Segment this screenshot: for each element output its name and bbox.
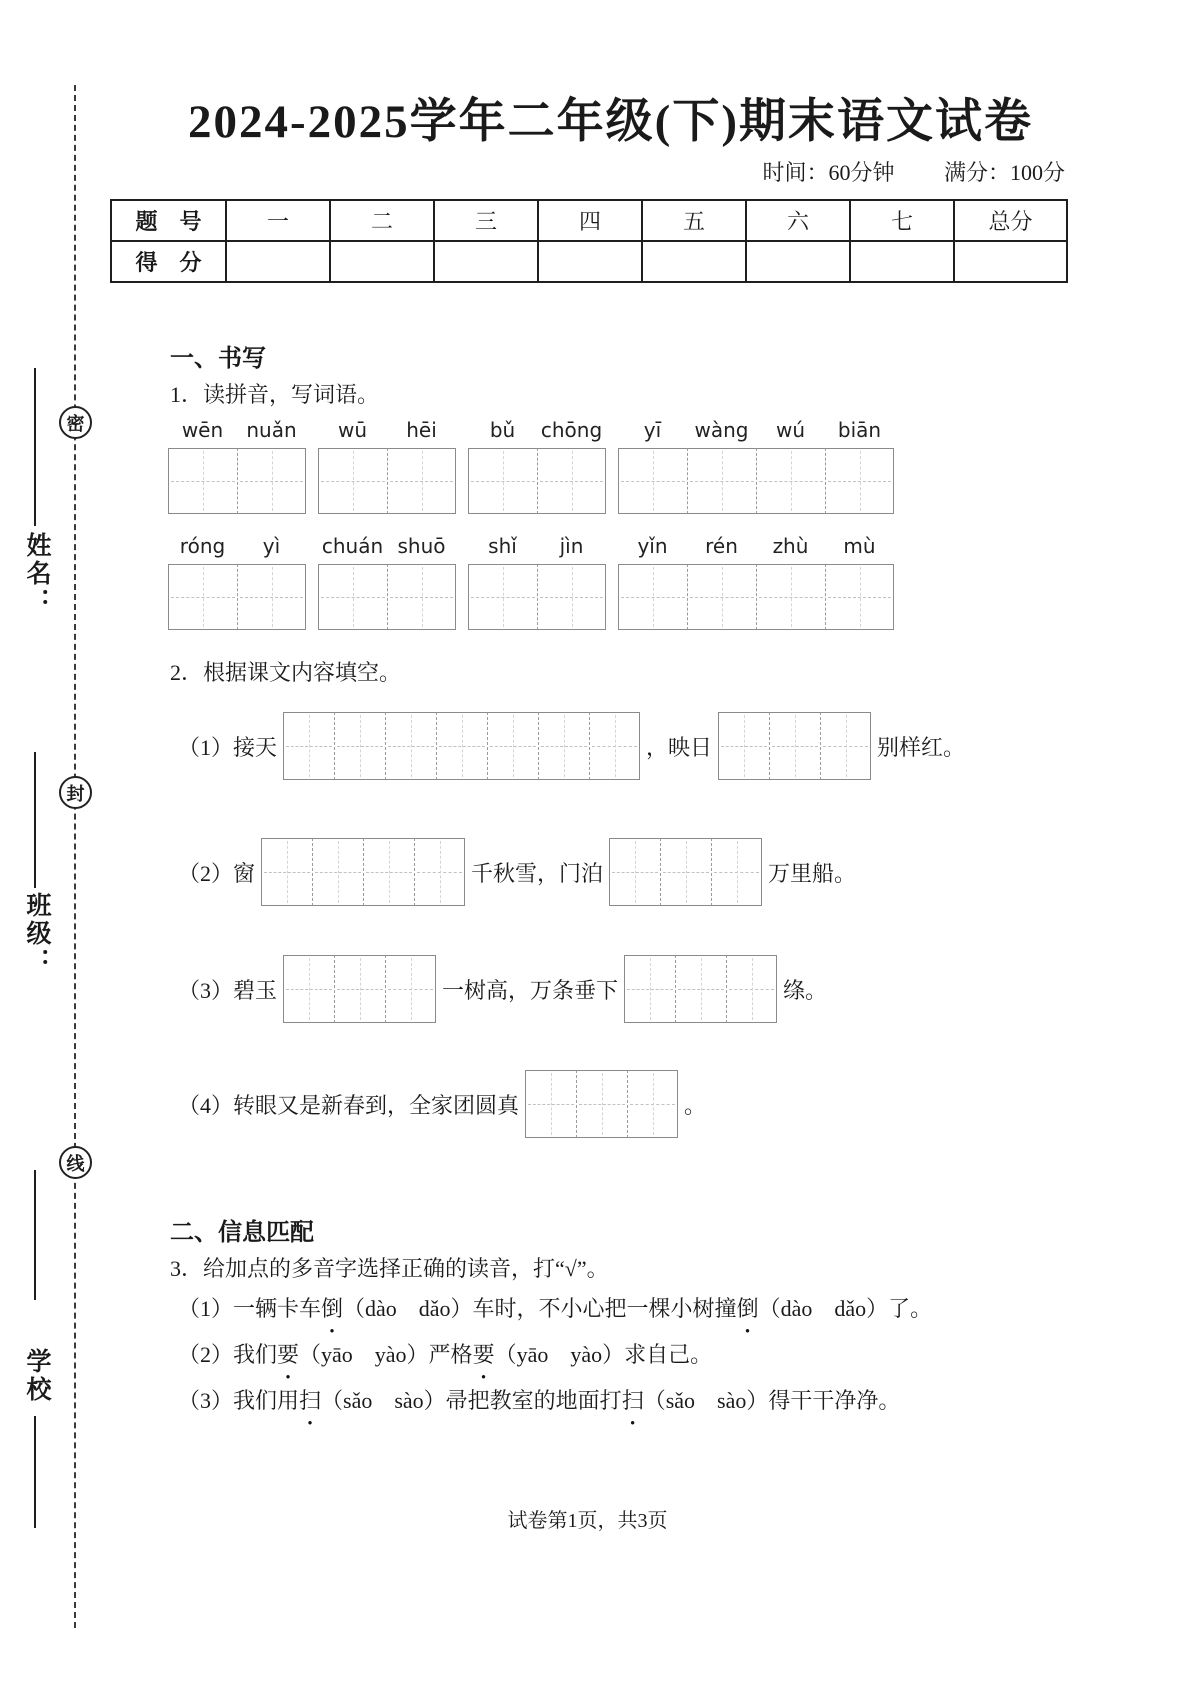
pinyin-labels <box>168 534 306 564</box>
writing-boxes <box>318 448 456 514</box>
section-one-heading: 一、书写 <box>170 346 266 372</box>
writing-cell[interactable] <box>769 712 820 780</box>
polyphone-item-2 <box>178 1338 712 1369</box>
pinyin-word-group <box>318 534 456 630</box>
pinyin-word-group <box>468 418 606 514</box>
writing-cell[interactable] <box>363 838 414 906</box>
writing-cell[interactable] <box>589 712 640 780</box>
writing-cell[interactable] <box>525 1070 576 1138</box>
writing-cell[interactable] <box>576 1070 627 1138</box>
sentence-text: （1）一辆卡车 <box>178 1296 322 1321</box>
school-blank-line-2 <box>34 1416 36 1528</box>
answer-boxes <box>718 712 871 780</box>
pinyin-syllable: bǔ <box>489 418 516 442</box>
score-header-timu: 题 号 <box>111 200 226 241</box>
answer-boxes <box>525 1070 678 1138</box>
writing-cell[interactable] <box>387 564 456 630</box>
pinyin-word-group <box>318 418 456 514</box>
writing-cell[interactable] <box>618 564 687 630</box>
score-cell[interactable] <box>642 241 746 282</box>
score-header-2: 二 <box>330 200 434 241</box>
writing-cell[interactable] <box>660 838 711 906</box>
score-table <box>110 199 1068 283</box>
polyphone-char: 扫 ● <box>299 1384 321 1415</box>
writing-cell[interactable] <box>537 448 606 514</box>
pinyin-syllable: chōng <box>540 418 603 442</box>
writing-cell[interactable] <box>468 564 537 630</box>
seal-char-xian: 线 <box>59 1146 92 1179</box>
writing-cell[interactable] <box>334 712 385 780</box>
pinyin-word-group <box>468 534 606 630</box>
pinyin-syllable: rén <box>705 534 738 558</box>
pinyin-syllable: nuǎn <box>246 418 297 442</box>
writing-cell[interactable] <box>385 955 436 1023</box>
writing-cell[interactable] <box>825 564 894 630</box>
fill-item-2 <box>178 838 856 906</box>
writing-cell[interactable] <box>756 564 825 630</box>
fill-pre-text: （4）转眼又是新春到，全家团圆真 <box>178 1092 520 1118</box>
score-table-header-row <box>111 200 1067 241</box>
pinyin-syllable: chuán <box>321 534 384 558</box>
writing-cell[interactable] <box>436 712 487 780</box>
polyphone-char: 倒 ● <box>321 1292 343 1323</box>
school-blank-line <box>34 1170 36 1300</box>
pinyin-row-1 <box>168 418 894 514</box>
question-1-text: 1．读拼音，写词语。 <box>170 382 380 407</box>
answer-boxes <box>283 712 640 780</box>
class-label: 班级： <box>23 892 50 976</box>
writing-cell[interactable] <box>168 564 237 630</box>
polyphone-char: 扫 ● <box>622 1384 644 1415</box>
writing-cell[interactable] <box>487 712 538 780</box>
score-header-7: 七 <box>850 200 954 241</box>
writing-cell[interactable] <box>687 564 756 630</box>
writing-boxes <box>468 564 606 630</box>
writing-cell[interactable] <box>261 838 312 906</box>
pinyin-row-2 <box>168 534 894 630</box>
pinyin-syllable: yī <box>643 418 662 442</box>
fill-mid-text: 千秋雪，门泊 <box>471 860 604 886</box>
pinyin-labels <box>618 418 894 448</box>
writing-cell[interactable] <box>283 712 334 780</box>
score-cell[interactable] <box>434 241 538 282</box>
score-header-4: 四 <box>538 200 642 241</box>
sentence-text: （dào dǎo）了。 <box>758 1296 933 1321</box>
pinyin-word-group <box>618 534 894 630</box>
pinyin-labels <box>318 534 456 564</box>
polyphone-char: 倒 ● <box>737 1292 759 1323</box>
sentence-text: （dào dǎo）车时，不小心把一棵小树撞 <box>343 1296 737 1321</box>
writing-cell[interactable] <box>624 955 675 1023</box>
writing-cell[interactable] <box>820 712 871 780</box>
writing-cell[interactable] <box>312 838 363 906</box>
writing-cell[interactable] <box>414 838 465 906</box>
page-title: 2024-2025学年二年级(下)期末语文试卷 <box>188 96 1033 148</box>
pinyin-syllable: yì <box>262 534 281 558</box>
sentence-text: （2）我们 <box>178 1342 278 1367</box>
writing-cell[interactable] <box>711 838 762 906</box>
sentence-text: （sǎo sào）帚把教室的地面打 <box>321 1388 622 1413</box>
writing-cell[interactable] <box>675 955 726 1023</box>
sentence-text: （sǎo sào）得干干净净。 <box>643 1388 901 1413</box>
seal-char-feng: 封 <box>59 776 92 809</box>
writing-cell[interactable] <box>825 448 894 514</box>
fill-mid-text: 一树高，万条垂下 <box>442 977 619 1003</box>
score-cell[interactable] <box>538 241 642 282</box>
writing-cell[interactable] <box>618 448 687 514</box>
writing-cell[interactable] <box>318 448 387 514</box>
score-cell[interactable] <box>330 241 434 282</box>
pinyin-syllable: mù <box>843 534 876 558</box>
pinyin-labels <box>318 418 456 448</box>
writing-cell[interactable] <box>537 564 606 630</box>
answer-boxes <box>261 838 465 906</box>
pinyin-word-group <box>168 418 306 514</box>
pinyin-labels <box>168 418 306 448</box>
section-two-heading: 二、信息匹配 <box>170 1220 314 1246</box>
writing-cell[interactable] <box>718 712 769 780</box>
writing-cell[interactable] <box>726 955 777 1023</box>
score-cell[interactable] <box>226 241 330 282</box>
score-header-5: 五 <box>642 200 746 241</box>
score-header-3: 三 <box>434 200 538 241</box>
answer-boxes <box>283 955 436 1023</box>
pinyin-syllable: yǐn <box>637 534 668 558</box>
writing-cell[interactable] <box>387 448 456 514</box>
polyphone-char: 要 ● <box>277 1338 299 1369</box>
pinyin-syllable: jìn <box>559 534 584 558</box>
name-blank-line <box>34 368 36 526</box>
fill-item-1 <box>178 712 965 780</box>
pinyin-syllable: wēn <box>181 418 224 442</box>
fill-item-3 <box>178 955 827 1023</box>
writing-boxes <box>168 564 306 630</box>
sentence-text: （3）我们用 <box>178 1388 300 1413</box>
exam-meta <box>762 156 1065 187</box>
time-label: 时间：60分钟 <box>762 160 895 185</box>
writing-boxes <box>618 448 894 514</box>
fill-post-text: 绦。 <box>783 977 828 1003</box>
fill-post-text: 别样红。 <box>877 734 966 760</box>
writing-cell[interactable] <box>756 448 825 514</box>
pinyin-labels <box>468 534 606 564</box>
question-2-text: 2．根据课文内容填空。 <box>170 660 402 685</box>
score-table-score-row <box>111 241 1067 282</box>
score-cell-total[interactable] <box>954 241 1067 282</box>
fill-post-text: 。 <box>684 1092 707 1118</box>
question-3-text: 3．给加点的多音字选择正确的读音，打“√”。 <box>170 1256 609 1281</box>
writing-cell[interactable] <box>168 448 237 514</box>
pinyin-syllable: biān <box>837 418 882 442</box>
polyphone-item-3 <box>178 1384 900 1415</box>
pinyin-syllable: hēi <box>406 418 437 442</box>
seal-dashed-line <box>74 85 76 1628</box>
fill-mid-text: ，映日 <box>646 734 713 760</box>
writing-cell[interactable] <box>538 712 589 780</box>
pinyin-syllable: shuō <box>397 534 446 558</box>
writing-cell[interactable] <box>609 838 660 906</box>
writing-cell[interactable] <box>283 955 334 1023</box>
page-footer: 试卷第1页，共3页 <box>507 1510 668 1532</box>
answer-boxes <box>609 838 762 906</box>
score-header-total: 总分 <box>954 200 1067 241</box>
fill-pre-text: （2）窗 <box>178 860 256 886</box>
fill-item-4 <box>178 1070 706 1138</box>
writing-cell[interactable] <box>627 1070 678 1138</box>
polyphone-char: 要 ● <box>473 1338 495 1369</box>
score-cell[interactable] <box>746 241 850 282</box>
pinyin-syllable: róng <box>179 534 226 558</box>
name-label: 姓名： <box>23 532 50 616</box>
pinyin-syllable: zhù <box>772 534 809 558</box>
seal-char-mi: 密 <box>59 406 92 439</box>
writing-boxes <box>468 448 606 514</box>
pinyin-syllable: wàng <box>694 418 749 442</box>
pinyin-syllable: shǐ <box>488 534 517 558</box>
score-row-label: 得 分 <box>111 241 226 282</box>
pinyin-word-group <box>618 418 894 514</box>
writing-cell[interactable] <box>237 448 306 514</box>
fill-post-text: 万里船。 <box>768 860 857 886</box>
writing-cell[interactable] <box>318 564 387 630</box>
writing-boxes <box>168 448 306 514</box>
answer-boxes <box>624 955 777 1023</box>
fill-pre-text: （1）接天 <box>178 734 278 760</box>
writing-cell[interactable] <box>468 448 537 514</box>
polyphone-item-1 <box>178 1292 932 1323</box>
writing-boxes <box>618 564 894 630</box>
pinyin-word-group <box>168 534 306 630</box>
score-header-1: 一 <box>226 200 330 241</box>
writing-boxes <box>318 564 456 630</box>
score-header-6: 六 <box>746 200 850 241</box>
writing-cell[interactable] <box>237 564 306 630</box>
pinyin-syllable: wū <box>337 418 368 442</box>
class-blank-line <box>34 752 36 888</box>
pinyin-syllable: wú <box>775 418 806 442</box>
writing-cell[interactable] <box>687 448 756 514</box>
pinyin-labels <box>468 418 606 448</box>
school-label: 学校 <box>23 1348 50 1404</box>
fill-pre-text: （3）碧玉 <box>178 977 278 1003</box>
pinyin-labels <box>618 534 894 564</box>
full-score-label: 满分：100分 <box>943 160 1065 185</box>
writing-cell[interactable] <box>334 955 385 1023</box>
writing-cell[interactable] <box>385 712 436 780</box>
sentence-text: （yāo yào）严格 <box>299 1342 473 1367</box>
score-cell[interactable] <box>850 241 954 282</box>
sentence-text: （yāo yào）求自己。 <box>494 1342 713 1367</box>
